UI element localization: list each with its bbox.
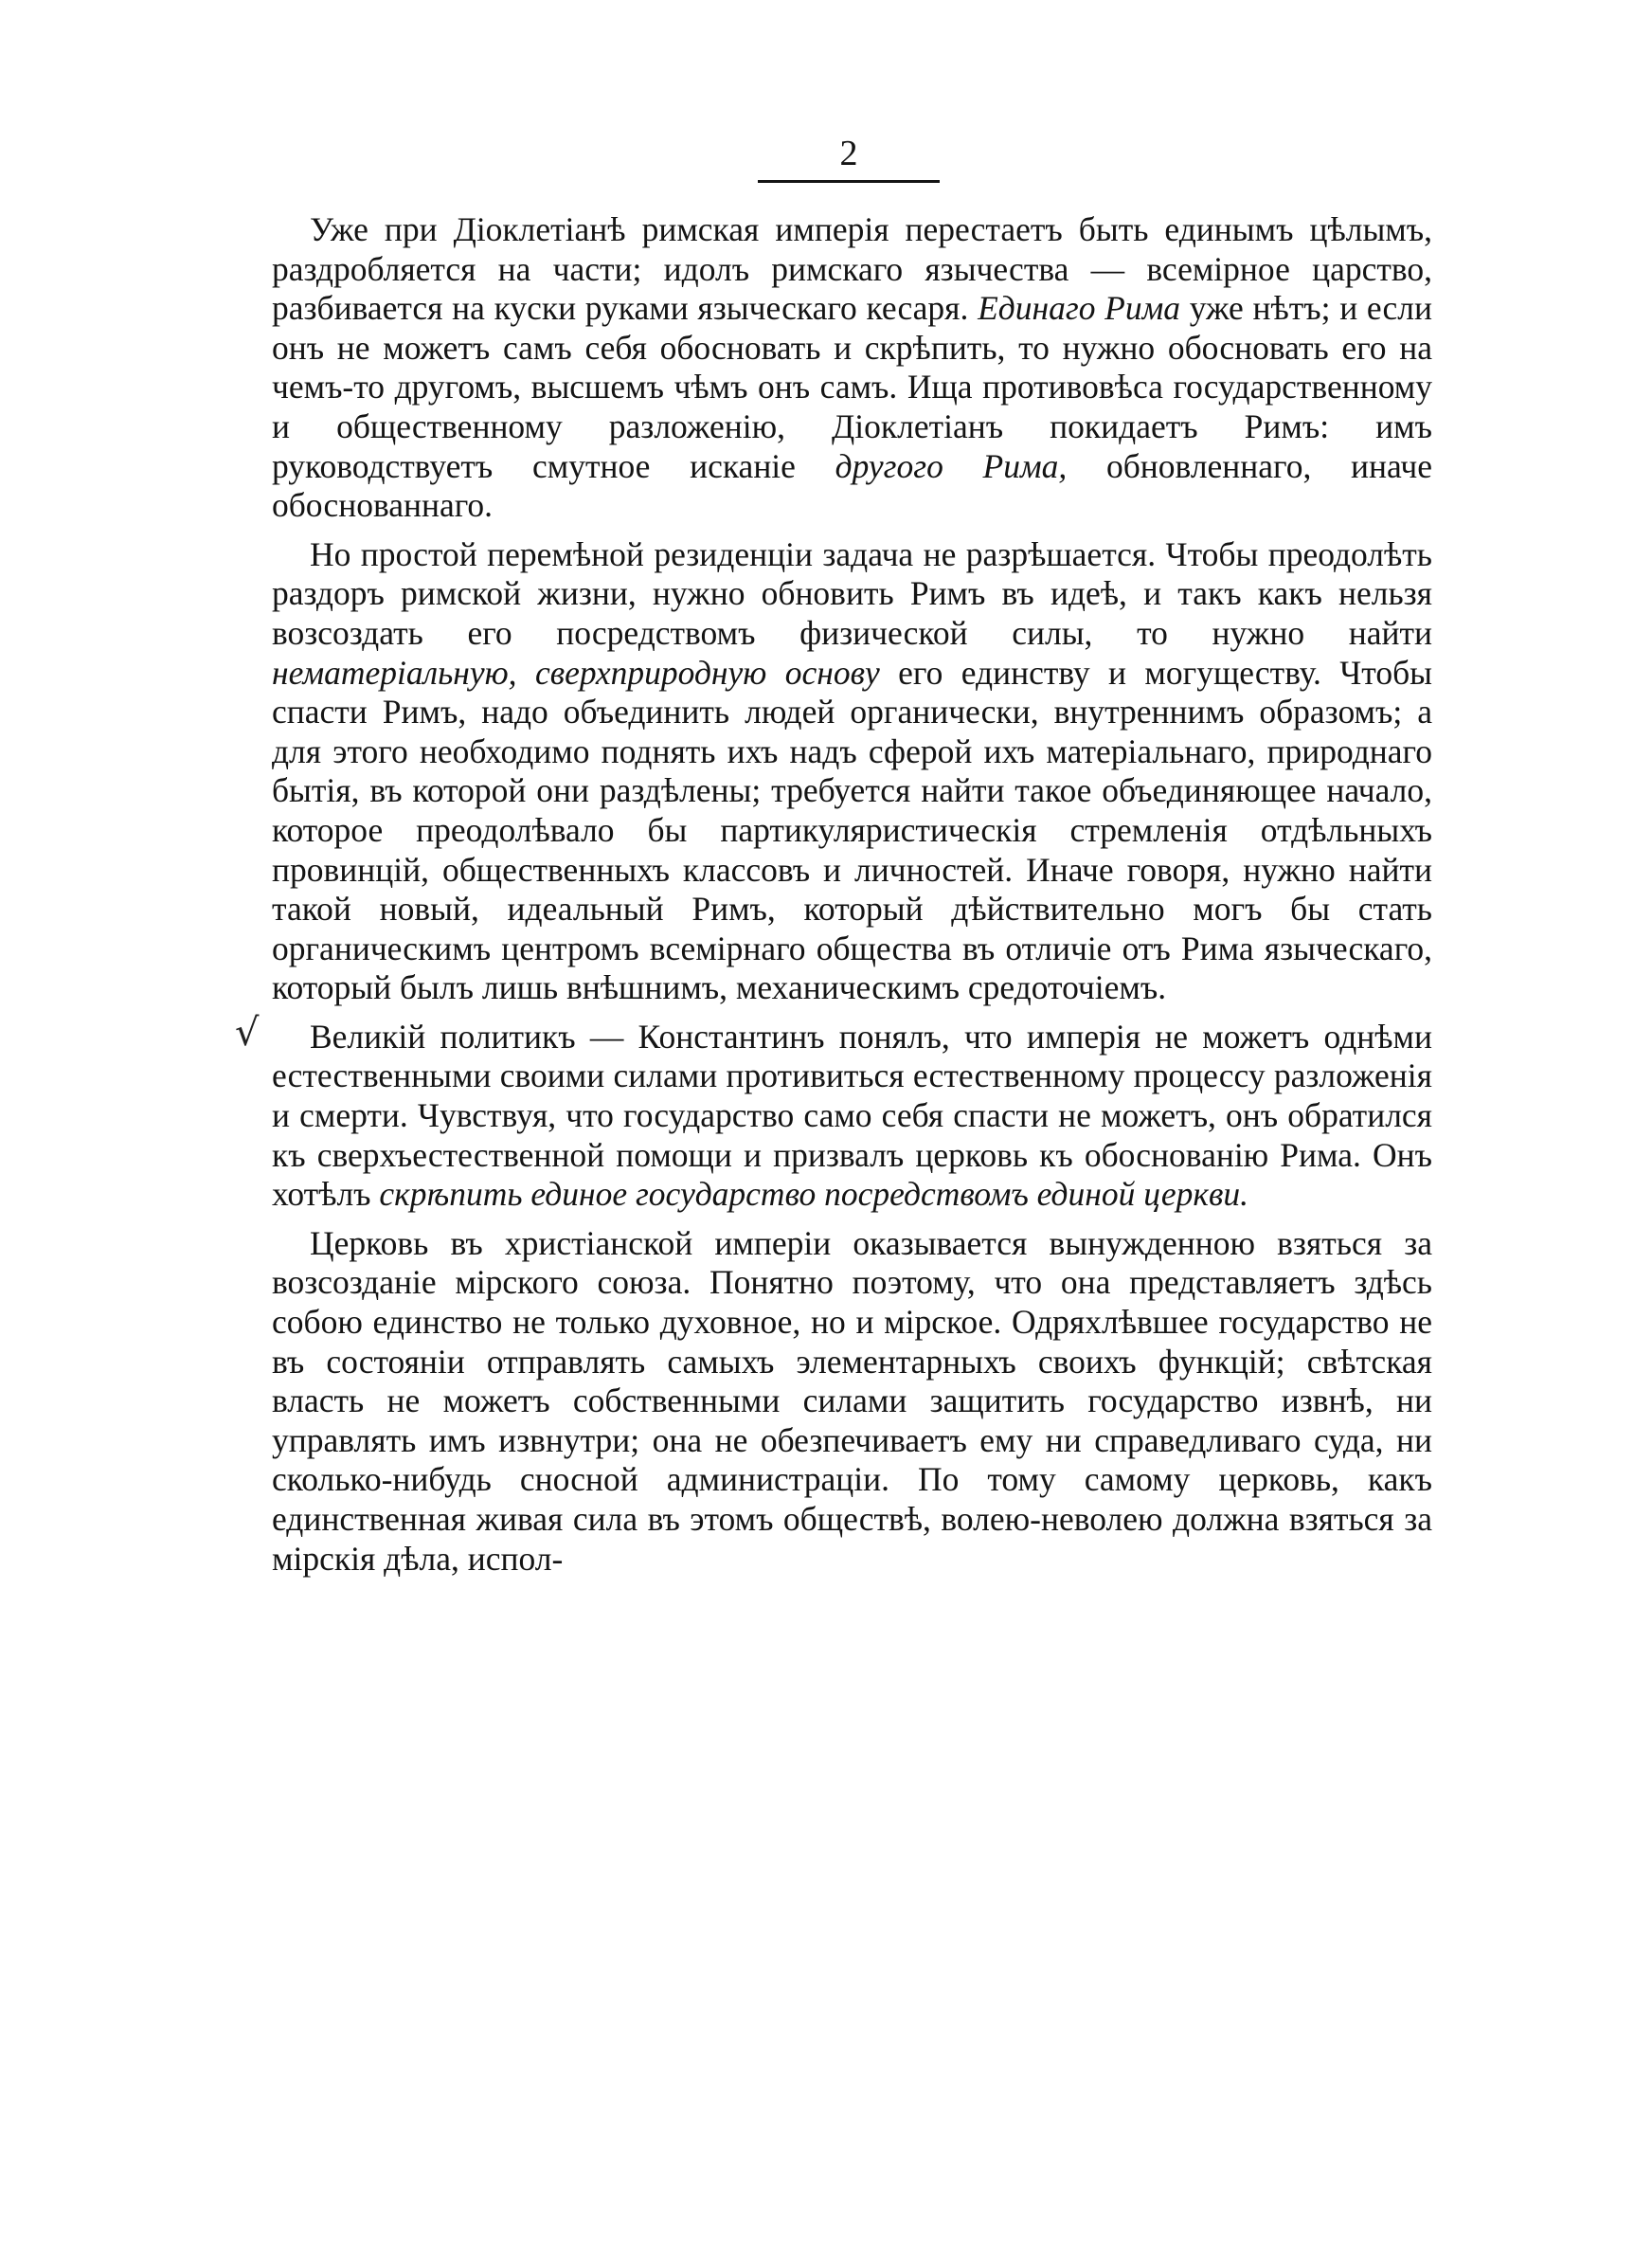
text-run: уже нѣтъ; и если онъ не можетъ самъ себя обосновать и скрѣпить, то нужно обосновать его на чемъ-то другомъ, высшемъ чѣмъ онъ самъ. Ища противовѣса государственному и общественному разложенію, Діоклетіанъ покидаетъ Римъ: имъ руководствуетъ смутное исканіе xyxy=(272,289,1433,485)
paragraph xyxy=(272,1018,1432,1215)
text-run: Уже при Діоклетіанѣ римская имперія перестаетъ быть единымъ цѣлымъ, раздробляется на части; идолъ римскаго язычества — всемірное царство, разбивается на куски руками языческаго кесаря. xyxy=(272,210,1432,328)
emphasis-run: другого Рима, xyxy=(835,446,1068,485)
paragraph xyxy=(272,535,1432,1008)
page-header xyxy=(758,131,940,183)
page-number-rule xyxy=(758,180,940,183)
text-run: обновленнаго, иначе обоснованнаго. xyxy=(272,446,1432,525)
emphasis-run: Единаго Рима xyxy=(978,289,1180,328)
emphasis-run: скрѣпить единое государство посредствомъ единой церкви. xyxy=(379,1175,1249,1214)
text-run: Церковь въ христіанской имперіи оказывается вынужденною взяться за возсозданіе мірского союза. Понятно поэтому, что она представляетъ здѣсь собою единство не только духовное, но и мірское. Одряхлѣвшее государство не въ состояніи отправлять самыхъ элементарныхъ своихъ функцій; свѣтская власть не можетъ собственными силами защитить государство извнѣ, ни управлять имъ извнутри; она не обезпечиваетъ ему ни справедливаго суда, ни сколько-нибудь сносной администраціи. По тому самому церковь, какъ единственная живая сила въ этомъ обществѣ, волею-неволею должна взяться за мірскія дѣла, испол- xyxy=(272,1223,1432,1578)
text-run: Великій политикъ — Константинъ понялъ, что имперія не можетъ однѣми естественными своими силами противиться естественному процессу разложенія и смерти. Чувствуя, что государство само себя спасти не можетъ, онъ обратился къ сверхъестественной помощи и призвалъ церковь къ обоснованію Рима. Онъ хотѣлъ xyxy=(272,1017,1432,1214)
body-text xyxy=(272,210,1432,1588)
paragraph xyxy=(272,1224,1432,1579)
text-run: его единству и могуществу. Чтобы спасти Римъ, надо объединить людей органически, внутреннимъ образомъ; а для этого необходимо поднять ихъ надъ сферой ихъ матеріальнаго, природнаго бытія, въ которой они раздѣлены; требуется найти такое объединяющее начало, которое преодолѣвало бы партикуляристическія стремленія отдѣльныхъ провинцій, общественныхъ классовъ и личностей. Иначе говоря, нужно найти такой новый, идеальный Римъ, который дѣйствительно могъ бы стать органическимъ центромъ всемірнаго общества въ отличіе отъ Рима языческаго, который былъ лишь внѣшнимъ, механическимъ средоточіемъ. xyxy=(272,653,1432,1007)
margin-annotation: √ xyxy=(235,1011,260,1055)
page-number: 2 xyxy=(839,134,858,173)
emphasis-run: нематеріальную, сверхприродную основу xyxy=(272,653,880,692)
text-run: Но простой перемѣной резиденціи задача не разрѣшается. Чтобы преодолѣть раздоръ римской жизни, нужно обновить Римъ въ идеѣ, и такъ какъ нельзя возсоздать его посредствомъ физической силы, то нужно найти xyxy=(272,534,1432,652)
paragraph xyxy=(272,210,1432,526)
